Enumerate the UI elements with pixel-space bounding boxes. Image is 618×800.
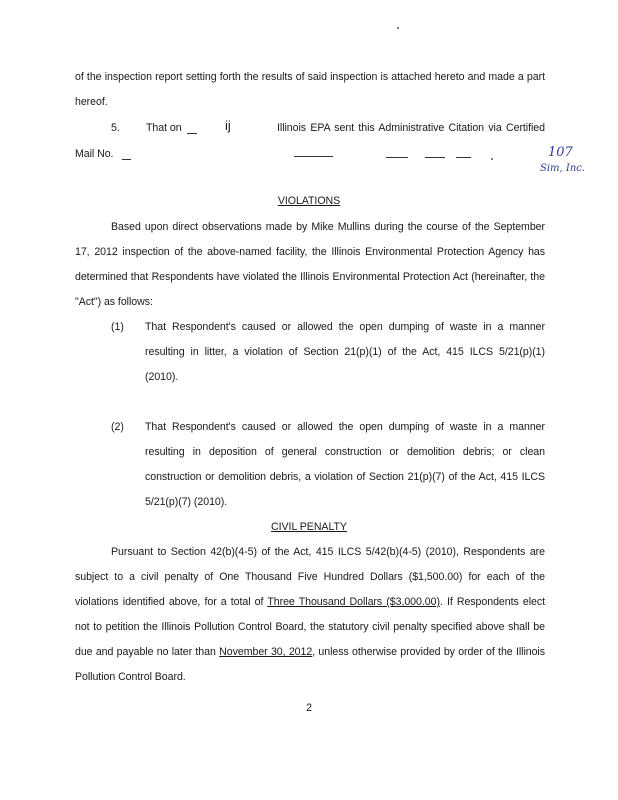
violation-2-number: (2) <box>111 421 124 433</box>
penalty-text: . If Respondents elect <box>439 596 545 608</box>
violation-1-number: (1) <box>111 321 124 333</box>
civil-penalty-heading: CIVIL PENALTY <box>271 521 347 533</box>
page-number: 2 <box>306 702 312 714</box>
penalty-text: due and payable no later than <box>75 646 216 658</box>
civil-penalty-line: not to petition the Illinois Pollution Control Board, the statutory civil penalty specified above shall be <box>75 621 545 633</box>
civil-penalty-line: Pollution Control Board. <box>75 671 186 683</box>
date-blank <box>187 133 197 134</box>
service-text: Illinois EPA sent this Administrative Citation via Certified <box>277 122 545 134</box>
scan-speck <box>397 27 399 29</box>
handwritten-number: 107 <box>548 145 573 160</box>
mail-no-blank-4 <box>425 157 445 158</box>
scan-speck <box>491 158 493 160</box>
civil-penalty-line: Pursuant to Section 42(b)(4-5) of the Act, 415 ILCS 5/42(b)(4-5) (2010), Respondents are <box>111 546 545 558</box>
paragraph-number-5: 5. <box>111 122 120 134</box>
violations-intro-line: "Act") as follows: <box>75 296 153 308</box>
violations-intro-line: Based upon direct observations made by Mike Mullins during the course of the September <box>111 221 545 233</box>
penalty-total: Three Thousand Dollars ($3,000.00) <box>267 596 440 608</box>
violations-intro-line: determined that Respondents have violated the Illinois Environmental Protection Act (hereinafter, the <box>75 271 545 283</box>
mail-no-blank-3 <box>386 157 408 158</box>
continuation-line-2: hereof. <box>75 96 108 108</box>
due-date: November 30, 2012 <box>219 646 313 658</box>
handwritten-note: Sim, Inc. <box>540 163 586 174</box>
mail-no-blank-2 <box>294 156 333 157</box>
violations-heading: VIOLATIONS <box>277 195 341 207</box>
violation-2-line: 5/21(p)(7) (2010). <box>145 496 228 508</box>
civil-penalty-line <box>75 646 545 659</box>
violation-2-line: That Respondent's caused or allowed the open dumping of waste in a manner <box>145 421 545 433</box>
civil-penalty-line: subject to a civil penalty of One Thousand Five Hundred Dollars ($1,500.00) for each of the <box>75 571 545 583</box>
penalty-text: , unless otherwise provided by order of the Illinois <box>312 646 545 658</box>
violation-1-line: resulting in litter, a violation of Section 21(p)(1) of the Act, 415 ILCS 5/21(p)(1) <box>145 346 545 358</box>
civil-penalty-line <box>75 596 545 609</box>
mail-no-label: Mail No. <box>75 148 114 160</box>
penalty-text: violations identified above, for a total of <box>75 596 264 608</box>
that-on-text: That on <box>146 122 182 134</box>
violation-2-line: construction or demolition debris, a violation of Section 21(p)(7) of the Act, 415 ILCS <box>145 471 545 483</box>
violation-1-line: That Respondent's caused or allowed the open dumping of waste in a manner <box>145 321 545 333</box>
mail-no-blank-1 <box>122 159 131 160</box>
stamp-mark: ij <box>225 118 231 133</box>
mail-no-blank-5 <box>456 157 471 158</box>
continuation-line-1: of the inspection report setting forth the results of said inspection is attached hereto and made a part <box>75 71 545 83</box>
violation-1-line: (2010). <box>145 371 179 383</box>
violation-2-line: resulting in deposition of general construction or demolition debris; or clean <box>145 446 545 458</box>
violations-intro-line: 17, 2012 inspection of the above-named facility, the Illinois Environmental Protection Agency has <box>75 246 545 258</box>
